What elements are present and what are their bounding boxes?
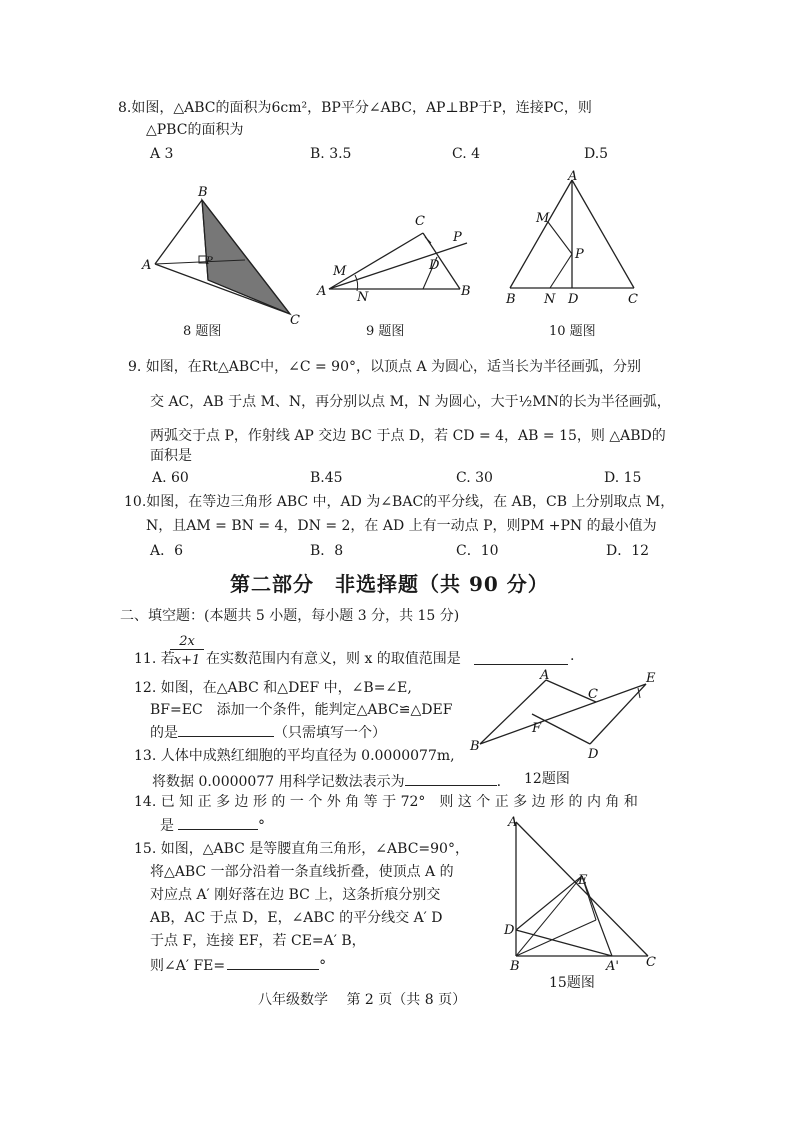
figure-12-caption: 12题图 — [524, 771, 570, 787]
figure-9-label-p: P — [453, 230, 462, 245]
q8-line-2: △PBC的面积为 — [146, 122, 244, 138]
q9-option-d: D. 15 — [604, 470, 642, 486]
figure-15-label-d: D — [504, 923, 515, 938]
figure-9-label-d: D — [429, 258, 440, 273]
q14-line-2 — [160, 815, 265, 836]
figure-9 — [315, 205, 480, 305]
q8-option-c: C. 4 — [452, 146, 481, 162]
figure-10-label-d: D — [568, 292, 579, 307]
q10-option-b: B．8 — [310, 543, 344, 559]
figure-8-caption: 8 题图 — [183, 324, 222, 339]
q11-answer-blank[interactable] — [474, 650, 568, 665]
q11-end: . — [570, 648, 575, 664]
q12-line-2: BF=EC 添加一个条件，能判定△ABC≌△DEF — [150, 702, 453, 718]
q11-text: 在实数范围内有意义，则 x 的取值范围是 — [206, 651, 461, 667]
figure-10-label-a: A — [568, 169, 578, 184]
q11-denominator: x+1 — [173, 653, 201, 668]
figure-9-label-a: A — [317, 284, 327, 299]
figure-15-label-b: B — [510, 959, 520, 974]
q13-answer-blank[interactable] — [405, 771, 497, 786]
q12-line-3-suffix: （只需填写一个） — [274, 725, 386, 741]
q11-numerator: 2x — [170, 634, 204, 650]
q8-options — [0, 146, 794, 166]
q9-option-a: A. 60 — [152, 470, 189, 486]
figure-12-label-b: B — [470, 739, 480, 754]
q10-options — [0, 540, 794, 560]
figure-10-label-m: M — [536, 211, 550, 226]
q9-line-3: 两弧交于点 P，作射线 AP 交边 BC 于点 D，若 CD = 4，AB = 15，则 △ABD的 — [150, 428, 666, 444]
figure-10-label-p: P — [575, 247, 584, 262]
figure-15 — [500, 812, 670, 974]
figure-15-label-c: C — [646, 955, 656, 970]
q9-option-b: B.45 — [310, 470, 343, 486]
q10-line-2: N，且AM = BN = 4，DN = 2，在 AD 上有一动点 P，则PM +PN 的最小值为 — [146, 518, 657, 534]
figure-9-caption: 9 题图 — [366, 324, 405, 339]
q15-line-2: 将△ABC 一部分沿着一条直线折叠，使顶点 A 的 — [150, 864, 454, 880]
figure-8-label-p: P — [206, 256, 213, 267]
figure-15-caption: 15题图 — [549, 975, 595, 991]
figure-8-label-c: C — [290, 313, 300, 325]
figure-12-label-e: E — [646, 671, 656, 686]
q10-option-a: A．6 — [150, 543, 184, 559]
q14-line-2-text: 是 — [160, 818, 174, 834]
q9-line-2: 交 AC，AB 于点 M、N，再分别以点 M，N 为圆心，大于½MN的长为半径画弧， — [150, 394, 671, 410]
q10-line-1: 10.如图，在等边三角形 ABC 中，AD 为∠BAC的平分线，在 AB，CB 上分别取点 M， — [124, 494, 675, 510]
q15-line-6 — [150, 955, 326, 976]
figure-10-label-c: C — [628, 292, 638, 307]
figure-15-label-a-prime: A' — [606, 959, 619, 974]
q14-answer-blank[interactable] — [178, 815, 258, 830]
figure-10-caption: 10 题图 — [549, 324, 596, 339]
q15-line-6-end: ° — [319, 958, 327, 974]
q12-line-3-prefix: 的是 — [150, 725, 178, 741]
figure-10-label-n: N — [544, 292, 556, 307]
figure-8-label-b: B — [198, 185, 208, 200]
q15-line-3: 对应点 A′ 刚好落在边 BC 上，这条折痕分别交 — [150, 887, 441, 903]
page-footer: 八年级数学 第 2 页（共 8 页） — [258, 992, 467, 1008]
figure-10 — [498, 168, 648, 308]
q9-line-4: 面积是 — [150, 448, 192, 464]
q13-line-2-end: . — [496, 774, 502, 790]
q10-option-d: D．12 — [606, 543, 650, 559]
figure-9-label-m: M — [333, 264, 347, 279]
figure-12-label-c: C — [588, 687, 598, 702]
q8-option-a: A 3 — [150, 146, 174, 162]
figure-15-label-a: A — [508, 815, 518, 830]
figure-12 — [468, 666, 668, 762]
figure-12-label-f: F — [532, 721, 542, 736]
q9-option-c: C. 30 — [456, 470, 493, 486]
figure-8 — [140, 180, 310, 325]
q15-line-5: 于点 F，连接 EF，若 CE=A′ B， — [150, 933, 366, 949]
figure-8-label-a: A — [142, 258, 152, 273]
section-two-header: 二、填空题：(本题共 5 小题，每小题 3 分，共 15 分) — [120, 608, 460, 624]
q12-answer-blank[interactable] — [178, 722, 274, 737]
q9-options — [0, 470, 794, 490]
figure-9-label-c: C — [415, 214, 425, 229]
figure-12-label-a: A — [540, 668, 550, 683]
q13-line-2 — [152, 771, 501, 792]
q15-line-6-text: 则∠A′ FE= — [150, 958, 226, 974]
q15-line-1: 15. 如图，△ABC 是等腰直角三角形，∠ABC=90°， — [134, 841, 469, 857]
q12-line-1: 12. 如图，在△ABC 和△DEF 中，∠B=∠E, — [134, 680, 412, 696]
q8-option-d: D.5 — [584, 146, 609, 162]
q11-prefix: 11. 若 — [134, 651, 175, 667]
q10-option-c: C．10 — [456, 543, 499, 559]
part-two-title: 第二部分 非选择题（共 90 分） — [230, 572, 549, 596]
figure-10-label-b: B — [506, 292, 516, 307]
q14-line-1: 14. 已 知 正 多 边 形 的 一 个 外 角 等 于 72° 则 这 个 正 多 边 形 的 内 角 和 — [134, 794, 638, 810]
figure-9-label-n: N — [357, 290, 369, 305]
q13-line-1: 13. 人体中成熟红细胞的平均直径为 0.0000077m, — [134, 748, 455, 764]
q15-line-4: AB，AC 于点 D，E，∠ABC 的平分线交 A′ D — [150, 910, 443, 926]
q8-line-1: 8.如图，△ABC的面积为6cm²，BP平分∠ABC，AP⊥BP于P，连接PC，则 — [118, 100, 592, 116]
q12-line-3 — [150, 722, 386, 743]
q15-answer-blank[interactable] — [227, 955, 319, 970]
q13-line-2-text: 将数据 0.0000077 用科学记数法表示为 — [152, 774, 405, 790]
q9-line-1: 9. 如图，在Rt△ABC中，∠C = 90°，以顶点 A 为圆心，适当长为半径画弧，分别 — [128, 359, 642, 375]
q8-option-b: B. 3.5 — [310, 146, 352, 162]
q14-line-2-end: ° — [258, 818, 265, 834]
figure-9-label-b: B — [461, 284, 471, 299]
figure-12-label-d: D — [588, 747, 599, 762]
figure-15-label-e: E — [578, 873, 588, 888]
